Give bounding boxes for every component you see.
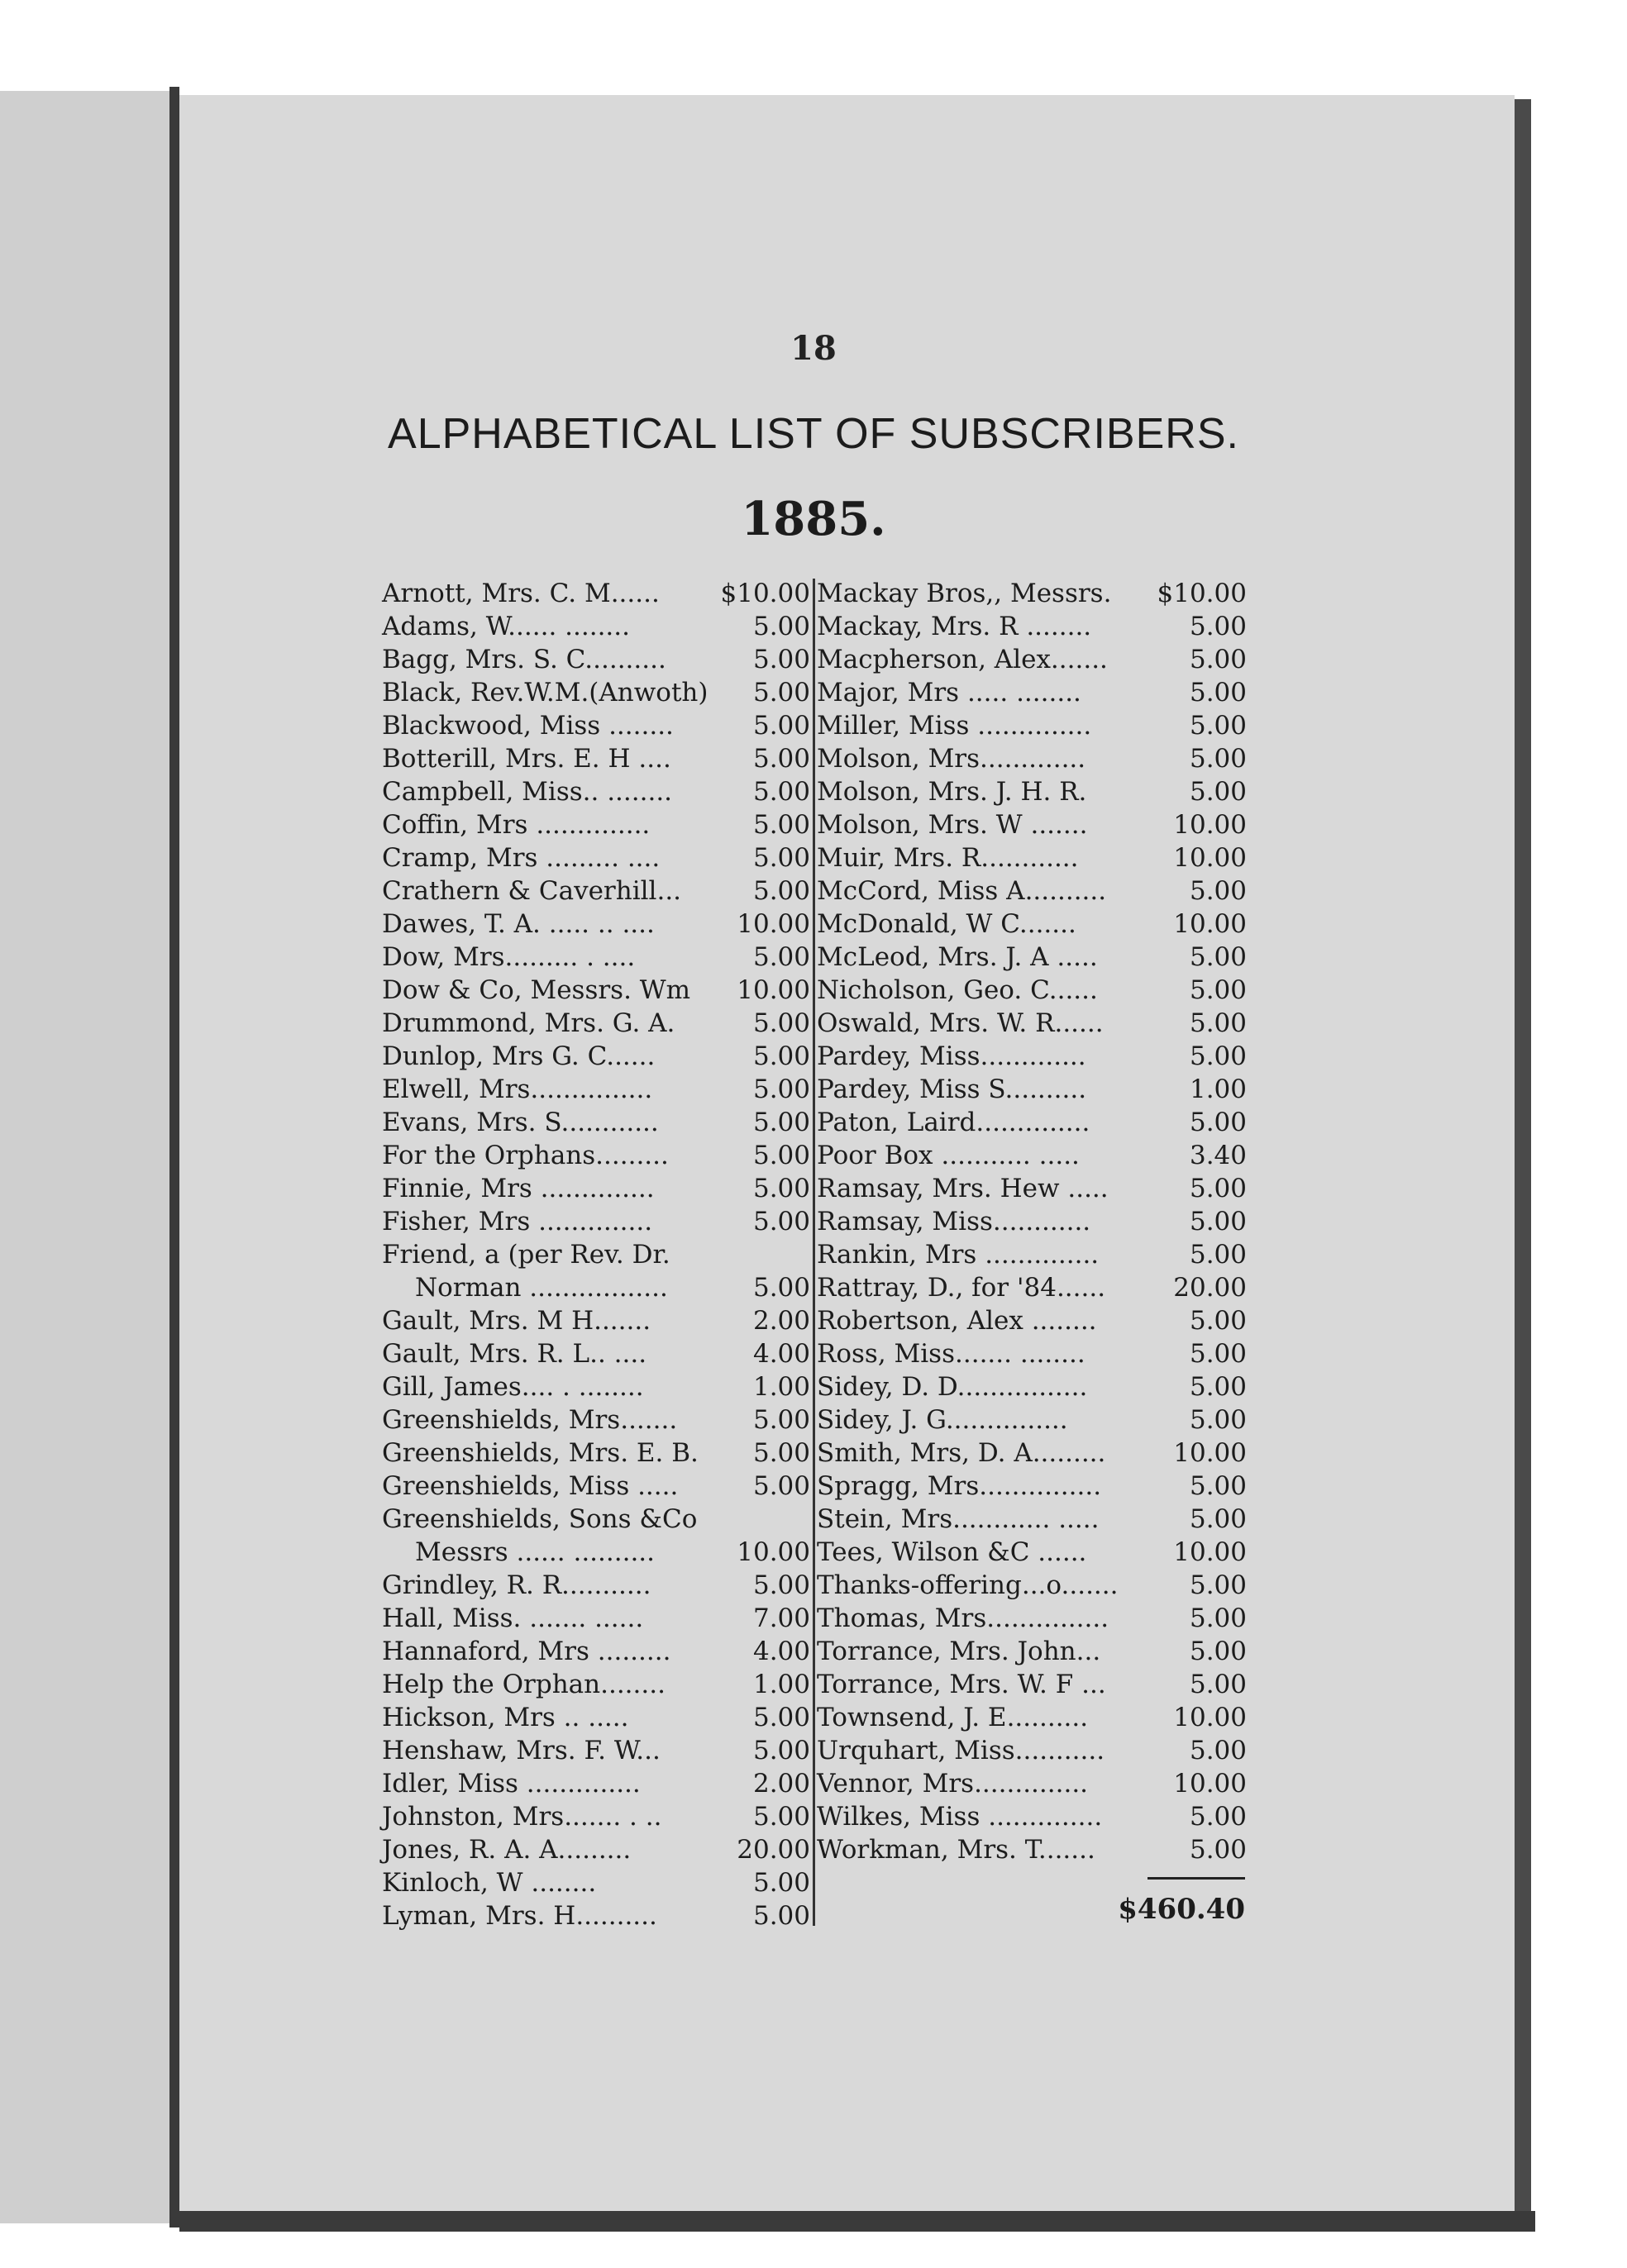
subscriber-row (382, 841, 810, 874)
subscriber-amount: 5.00 (752, 1108, 810, 1137)
subscriber-amount: 5.00 (1189, 1339, 1247, 1369)
subscriber-amount: 5.00 (752, 1802, 810, 1832)
subscriber-name: Dow, Mrs......... . .... (382, 942, 636, 972)
subscriber-row (817, 742, 1247, 775)
subscriber-row (382, 1073, 810, 1106)
subscriber-amount: 5.00 (752, 942, 810, 972)
subscriber-name: Adams, W...... ........ (382, 612, 630, 641)
subscriber-row (817, 1701, 1247, 1734)
subscriber-row (817, 1767, 1247, 1800)
subscriber-row (817, 1238, 1247, 1271)
subscriber-amount: 10.00 (1173, 1703, 1247, 1732)
subscriber-amount: 10.00 (1173, 1537, 1247, 1567)
subscriber-row (817, 577, 1247, 610)
subscriber-row (382, 908, 810, 941)
subscriber-amount: 5.00 (752, 1868, 810, 1898)
subscriber-row (817, 941, 1247, 974)
subscriber-row (382, 643, 810, 676)
subscriber-name: Black, Rev.W.M.(Anwoth) (382, 678, 709, 708)
subscriber-row (817, 1437, 1247, 1470)
subscriber-name: Molson, Mrs............. (817, 744, 1086, 774)
subscriber-name: Gill, James.... . ........ (382, 1372, 644, 1402)
subscriber-name: Vennor, Mrs.............. (817, 1769, 1089, 1799)
subscriber-row (817, 874, 1247, 908)
subscriber-row (817, 775, 1247, 808)
subscriber-row (382, 1701, 810, 1734)
subscriber-name: Johnston, Mrs....... . .. (382, 1802, 662, 1832)
subscriber-name: Tees, Wilson &C ...... (817, 1537, 1087, 1567)
subscriber-row (382, 610, 810, 643)
subscriber-name: Help the Orphan........ (382, 1670, 666, 1699)
subscriber-row (817, 1370, 1247, 1403)
subscriber-name: Lyman, Mrs. H.......... (382, 1901, 657, 1931)
subscriber-amount: 10.00 (1173, 909, 1247, 939)
subscriber-row (382, 1734, 810, 1767)
subscriber-row (382, 1569, 810, 1602)
subscriber-row (817, 1800, 1247, 1833)
page-bottom-edge (179, 2211, 1535, 2232)
book-spine (169, 87, 179, 2228)
subscriber-name: Henshaw, Mrs. F. W... (382, 1736, 661, 1765)
subscriber-name: Mackay, Mrs. R ........ (817, 612, 1092, 641)
subscriber-row (817, 709, 1247, 742)
subscriber-name: Coffin, Mrs .............. (382, 810, 651, 840)
subscriber-amount: 5.00 (752, 1405, 810, 1435)
subscriber-amount: 1.00 (1189, 1074, 1247, 1104)
subscriber-row (817, 1503, 1247, 1536)
subscriber-amount: 5.00 (1189, 1637, 1247, 1666)
subscriber-name: Hall, Miss. ....... ...... (382, 1603, 644, 1633)
subscriber-row (817, 808, 1247, 841)
column-divider (813, 579, 815, 1926)
subscriber-amount: 5.00 (752, 711, 810, 741)
subscriber-row (817, 1635, 1247, 1668)
subscriber-row (817, 1106, 1247, 1139)
subscriber-amount: 5.00 (1189, 1471, 1247, 1501)
subscriber-amount: 2.00 (752, 1306, 810, 1336)
subscriber-amount: 5.00 (752, 1008, 810, 1038)
subscriber-amount: 5.00 (752, 1074, 810, 1104)
subscriber-name: Townsend, J. E.......... (817, 1703, 1089, 1732)
subscriber-name: Drummond, Mrs. G. A. (382, 1008, 675, 1038)
subscriber-row (817, 1007, 1247, 1040)
subscriber-amount: 4.00 (752, 1637, 810, 1666)
subscriber-amount: 5.00 (1189, 1008, 1247, 1038)
subscriber-name: For the Orphans......... (382, 1141, 669, 1170)
subscriber-name: Grindley, R. R........... (382, 1570, 651, 1600)
subscriber-name: Elwell, Mrs............... (382, 1074, 653, 1104)
subscriber-name: Major, Mrs ..... ........ (817, 678, 1081, 708)
subscriber-name: Rattray, D., for '84...... (817, 1273, 1106, 1303)
subscriber-amount: 1.00 (752, 1670, 810, 1699)
subscriber-amount: 3.40 (1189, 1141, 1247, 1170)
subscriber-row (382, 709, 810, 742)
subscriber-name: Rankin, Mrs .............. (817, 1240, 1100, 1270)
subscriber-name: Greenshields, Sons &Co (382, 1504, 698, 1534)
subscriber-amount: 5.00 (1189, 744, 1247, 774)
subscriber-amount: 5.00 (1189, 711, 1247, 741)
subscriber-row (382, 775, 810, 808)
subscriber-row (817, 1470, 1247, 1503)
subscriber-row (382, 874, 810, 908)
subscriber-row (817, 1833, 1247, 1866)
subscriber-row (817, 1139, 1247, 1172)
subscriber-name: Thomas, Mrs............... (817, 1603, 1109, 1633)
subscriber-amount: 5.00 (1189, 1372, 1247, 1402)
subscriber-amount: 5.00 (1189, 1504, 1247, 1534)
subscriber-name: Hickson, Mrs .. ..... (382, 1703, 629, 1732)
subscriber-name: Dawes, T. A. ..... .. .... (382, 909, 655, 939)
subscriber-amount: 5.00 (1189, 1570, 1247, 1600)
subscriber-amount: 5.00 (752, 1141, 810, 1170)
subscriber-name: Campbell, Miss.. ........ (382, 777, 673, 807)
subscriber-amount: 1.00 (752, 1372, 810, 1402)
subscriber-name: Fisher, Mrs .............. (382, 1207, 653, 1236)
subscriber-name: Messrs ...... .......... (415, 1537, 656, 1567)
subscriber-amount: 5.00 (1189, 612, 1247, 641)
subscriber-amount: 5.00 (752, 1041, 810, 1071)
subscriber-name: Ramsay, Mrs. Hew ..... (817, 1174, 1109, 1203)
subscriber-row (382, 676, 810, 709)
subscriber-row (817, 1337, 1247, 1370)
subscriber-amount: 5.00 (752, 1471, 810, 1501)
subscriber-row (382, 1172, 810, 1205)
subscriber-name: Ross, Miss....... ........ (817, 1339, 1085, 1369)
subscriber-row (817, 1403, 1247, 1437)
subscriber-row (382, 1536, 810, 1569)
subscriber-row (817, 1536, 1247, 1569)
subscriber-row (382, 1271, 810, 1304)
subscriber-amount: 5.00 (1189, 645, 1247, 674)
subscriber-amount: 5.00 (1189, 1670, 1247, 1699)
subscriber-name: Finnie, Mrs .............. (382, 1174, 655, 1203)
total-rule (1147, 1877, 1245, 1880)
subscriber-amount: 10.00 (737, 1537, 810, 1567)
subscriber-name: Oswald, Mrs. W. R...... (817, 1008, 1104, 1038)
subscriber-name: Molson, Mrs. W ....... (817, 810, 1088, 840)
subscriber-name: Greenshields, Miss ..... (382, 1471, 679, 1501)
subscriber-amount: 10.00 (737, 975, 810, 1005)
subscriber-row (817, 1602, 1247, 1635)
subscriber-name: Mackay Bros,, Messrs. (817, 579, 1112, 608)
subscriber-row (382, 1304, 810, 1337)
subscriber-row (817, 643, 1247, 676)
subscriber-name: Pardey, Miss............. (817, 1041, 1086, 1071)
subscriber-name: Smith, Mrs, D. A......... (817, 1438, 1106, 1468)
subscriber-name: Greenshields, Mrs. E. B. (382, 1438, 699, 1468)
subscriber-amount: 20.00 (1173, 1273, 1247, 1303)
subscriber-name: McCord, Miss A.......... (817, 876, 1107, 906)
subscriber-row (817, 841, 1247, 874)
subscriber-row (382, 1370, 810, 1403)
subscriber-amount: 10.00 (1173, 843, 1247, 873)
subscriber-name: Greenshields, Mrs....... (382, 1405, 678, 1435)
subscriber-name: Thanks-offering...o....... (817, 1570, 1119, 1600)
subscriber-row (382, 1800, 810, 1833)
subscriber-name: Gault, Mrs. R. L.. .... (382, 1339, 647, 1369)
subscriber-row (382, 742, 810, 775)
subscriber-name: Blackwood, Miss ........ (382, 711, 674, 741)
subscriber-amount: 5.00 (752, 744, 810, 774)
subscriber-name: Robertson, Alex ........ (817, 1306, 1097, 1336)
subscriber-amount: 5.00 (752, 612, 810, 641)
subscriber-name: Miller, Miss .............. (817, 711, 1092, 741)
subscriber-name: Crathern & Caverhill... (382, 876, 682, 906)
subscriber-amount: 5.00 (1189, 1174, 1247, 1203)
subscriber-amount: 5.00 (1189, 777, 1247, 807)
subscriber-amount: 5.00 (752, 678, 810, 708)
subscriber-name: Hannaford, Mrs ......... (382, 1637, 671, 1666)
subscriber-name: Molson, Mrs. J. H. R. (817, 777, 1087, 807)
subscriber-name: Urquhart, Miss........... (817, 1736, 1105, 1765)
subscriber-row (817, 1734, 1247, 1767)
subscriber-row (382, 1899, 810, 1932)
subscriber-amount: 5.00 (1189, 1207, 1247, 1236)
subscriber-amount: 5.00 (1189, 1108, 1247, 1137)
subscriber-amount: 5.00 (1189, 1603, 1247, 1633)
subscriber-row (817, 1304, 1247, 1337)
subscriber-row (382, 1833, 810, 1866)
subscriber-amount: 5.00 (1189, 1041, 1247, 1071)
subscriber-name: Gault, Mrs. M H....... (382, 1306, 651, 1336)
subscriber-row (382, 1602, 810, 1635)
subscriber-amount: 5.00 (1189, 942, 1247, 972)
subscriber-row (817, 1271, 1247, 1304)
subscriber-amount: 5.00 (1189, 678, 1247, 708)
subscriber-name: Workman, Mrs. T....... (817, 1835, 1095, 1865)
subscriber-name: Spragg, Mrs............... (817, 1471, 1102, 1501)
subscriber-name: Muir, Mrs. R............ (817, 843, 1079, 873)
subscriber-row (382, 1007, 810, 1040)
subscriber-name: Poor Box ........... ..... (817, 1141, 1080, 1170)
subscriber-name: Paton, Laird.............. (817, 1108, 1090, 1137)
subscriber-name: Evans, Mrs. S............ (382, 1108, 659, 1137)
subscriber-name: Nicholson, Geo. C...... (817, 975, 1098, 1005)
subscriber-row (817, 676, 1247, 709)
subscriber-row (382, 1139, 810, 1172)
subscriber-name: Kinloch, W ........ (382, 1868, 597, 1898)
subscriber-name: Ramsay, Miss............ (817, 1207, 1091, 1236)
subscriber-row (382, 1205, 810, 1238)
subscriber-amount: 5.00 (752, 810, 810, 840)
subscriber-amount: 5.00 (752, 1273, 810, 1303)
subscriber-name: Sidey, J. G............... (817, 1405, 1068, 1435)
subscriber-name: Dow & Co, Messrs. Wm (382, 975, 691, 1005)
subscriber-amount: 5.00 (1189, 876, 1247, 906)
page-number: 18 (790, 329, 837, 368)
subscriber-amount: 5.00 (1189, 1240, 1247, 1270)
subscriber-amount: 5.00 (752, 843, 810, 873)
subscriber-row (382, 1635, 810, 1668)
subscriber-name: Torrance, Mrs. W. F ... (817, 1670, 1106, 1699)
subscriber-row (382, 941, 810, 974)
subscriber-name: Pardey, Miss S.......... (817, 1074, 1087, 1104)
subscriber-row (817, 610, 1247, 643)
subscriber-name: Idler, Miss .............. (382, 1769, 641, 1799)
subscriber-row (382, 577, 810, 610)
total-amount: $460.40 (1118, 1893, 1245, 1926)
subscribers-left-column (382, 577, 810, 1932)
subscriber-amount: 5.00 (752, 777, 810, 807)
subscriber-row (817, 1040, 1247, 1073)
subscriber-amount: 5.00 (752, 876, 810, 906)
subscriber-name: Bagg, Mrs. S. C.......... (382, 645, 666, 674)
subscriber-row (382, 1767, 810, 1800)
subscriber-row (817, 908, 1247, 941)
subscriber-amount: 5.00 (752, 1736, 810, 1765)
subscriber-amount: 5.00 (752, 1570, 810, 1600)
subscriber-row (382, 1668, 810, 1701)
subscriber-row (382, 1503, 810, 1536)
subscriber-row (382, 1866, 810, 1899)
subscriber-amount: 4.00 (752, 1339, 810, 1369)
subscriber-name: Stein, Mrs............ ..... (817, 1504, 1100, 1534)
subscriber-amount: $10.00 (1157, 579, 1247, 608)
subscriber-name: Jones, R. A. A......... (382, 1835, 632, 1865)
subscriber-name: Cramp, Mrs ......... .... (382, 843, 661, 873)
subscriber-amount: 5.00 (1189, 1802, 1247, 1832)
subscriber-row (382, 1106, 810, 1139)
subscriber-amount: 20.00 (737, 1835, 810, 1865)
subscriber-row (817, 1172, 1247, 1205)
subscriber-amount: $10.00 (720, 579, 810, 608)
subscriber-row (382, 1040, 810, 1073)
subscriber-amount: 10.00 (737, 909, 810, 939)
subscriber-amount: 5.00 (752, 1174, 810, 1203)
subscriber-name: Dunlop, Mrs G. C...... (382, 1041, 656, 1071)
subscriber-amount: 5.00 (752, 1703, 810, 1732)
subscriber-amount: 5.00 (752, 645, 810, 674)
subscriber-row (817, 1073, 1247, 1106)
subscriber-amount: 5.00 (752, 1207, 810, 1236)
subscriber-row (382, 1403, 810, 1437)
subscriber-amount: 5.00 (1189, 1405, 1247, 1435)
subscriber-name: McDonald, W C....... (817, 909, 1076, 939)
subscriber-amount: 5.00 (752, 1438, 810, 1468)
subscriber-row (382, 1238, 810, 1271)
subscriber-amount: 10.00 (1173, 810, 1247, 840)
subscriber-row (817, 1569, 1247, 1602)
subscriber-name: Norman ................. (415, 1273, 668, 1303)
subscriber-row (382, 1470, 810, 1503)
subscriber-amount: 5.00 (752, 1901, 810, 1931)
subscriber-name: McLeod, Mrs. J. A ..... (817, 942, 1098, 972)
subscriber-name: Friend, a (per Rev. Dr. (382, 1240, 670, 1270)
subscriber-name: Sidey, D. D................ (817, 1372, 1088, 1402)
subscriber-amount: 10.00 (1173, 1769, 1247, 1799)
subscriber-name: Macpherson, Alex....... (817, 645, 1108, 674)
subscriber-row (382, 1337, 810, 1370)
subscriber-name: Torrance, Mrs. John... (817, 1637, 1101, 1666)
subscriber-name: Wilkes, Miss .............. (817, 1802, 1103, 1832)
subscriber-amount: 5.00 (1189, 1835, 1247, 1865)
subscriber-name: Botterill, Mrs. E. H .... (382, 744, 671, 774)
subscriber-amount: 5.00 (1189, 975, 1247, 1005)
year-heading: 1885. (741, 492, 886, 546)
subscriber-name: Arnott, Mrs. C. M...... (382, 579, 660, 608)
subscriber-row (817, 1205, 1247, 1238)
subscriber-amount: 2.00 (752, 1769, 810, 1799)
subscriber-amount: 5.00 (1189, 1306, 1247, 1336)
subscriber-amount: 7.00 (752, 1603, 810, 1633)
subscriber-row (382, 974, 810, 1007)
subscriber-amount: 5.00 (1189, 1736, 1247, 1765)
subscriber-row (382, 808, 810, 841)
subscriber-row (382, 1437, 810, 1470)
subscriber-row (817, 974, 1247, 1007)
subscribers-right-column (817, 577, 1247, 1866)
subscriber-amount: 10.00 (1173, 1438, 1247, 1468)
page-title: ALPHABETICAL LIST OF SUBSCRIBERS. (388, 410, 1239, 458)
subscriber-row (817, 1668, 1247, 1701)
